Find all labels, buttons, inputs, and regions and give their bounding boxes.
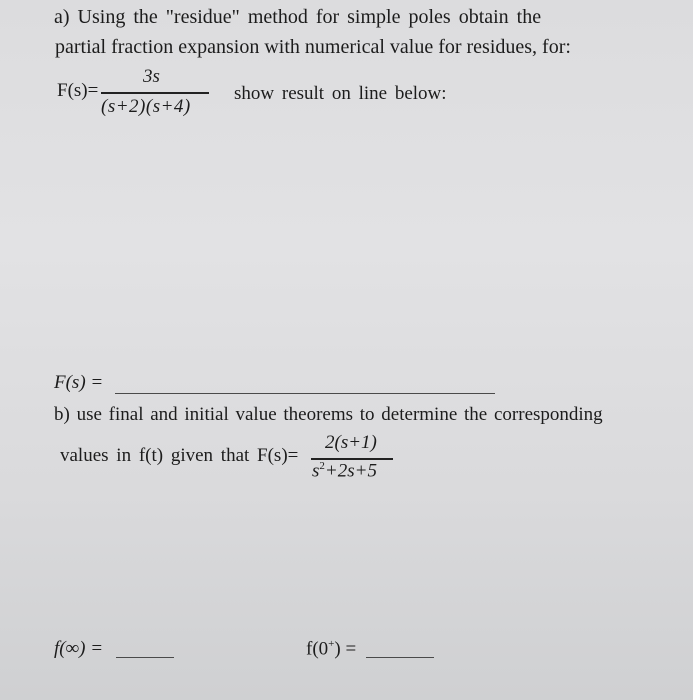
part-b-denominator-rest: +2s+5: [324, 460, 377, 482]
part-a-denominator: (s+2)(s+4): [101, 96, 191, 117]
part-a-question-line-2: partial fraction expansion with numerical value for residues, for:: [55, 36, 571, 58]
part-a-instruction: show result on line below:: [234, 83, 447, 104]
part-a-numerator: 3s: [143, 66, 160, 87]
part-a-answer-line[interactable]: [115, 393, 495, 394]
part-b-question-line-2: values in f(t) given that F(s)=: [60, 445, 299, 466]
part-b-question-line-1: b) use final and initial value theorems to determine the corresponding: [54, 404, 603, 425]
final-value-label: f(∞) =: [54, 638, 104, 659]
part-b-denominator-exponent: 2: [319, 460, 325, 472]
final-value-answer-line[interactable]: [116, 657, 174, 658]
initial-value-answer-line[interactable]: [366, 657, 434, 658]
part-a-f-label: F(s)=: [57, 80, 99, 101]
initial-value-label-superscript: +: [328, 638, 335, 650]
part-a-answer-label: F(s) =: [54, 372, 104, 393]
part-a-question-line-1: a) Using the "residue" method for simple poles obtain the: [54, 6, 542, 28]
initial-value-label-end: ) =: [334, 638, 357, 660]
part-b-numerator: 2(s+1): [325, 432, 377, 453]
initial-value-label: [306, 638, 356, 660]
part-a-fraction-bar: [101, 92, 209, 94]
part-b-denominator: [312, 460, 377, 482]
part-b-denominator-s: s: [312, 460, 320, 482]
initial-value-label-base: f(0: [306, 638, 329, 660]
